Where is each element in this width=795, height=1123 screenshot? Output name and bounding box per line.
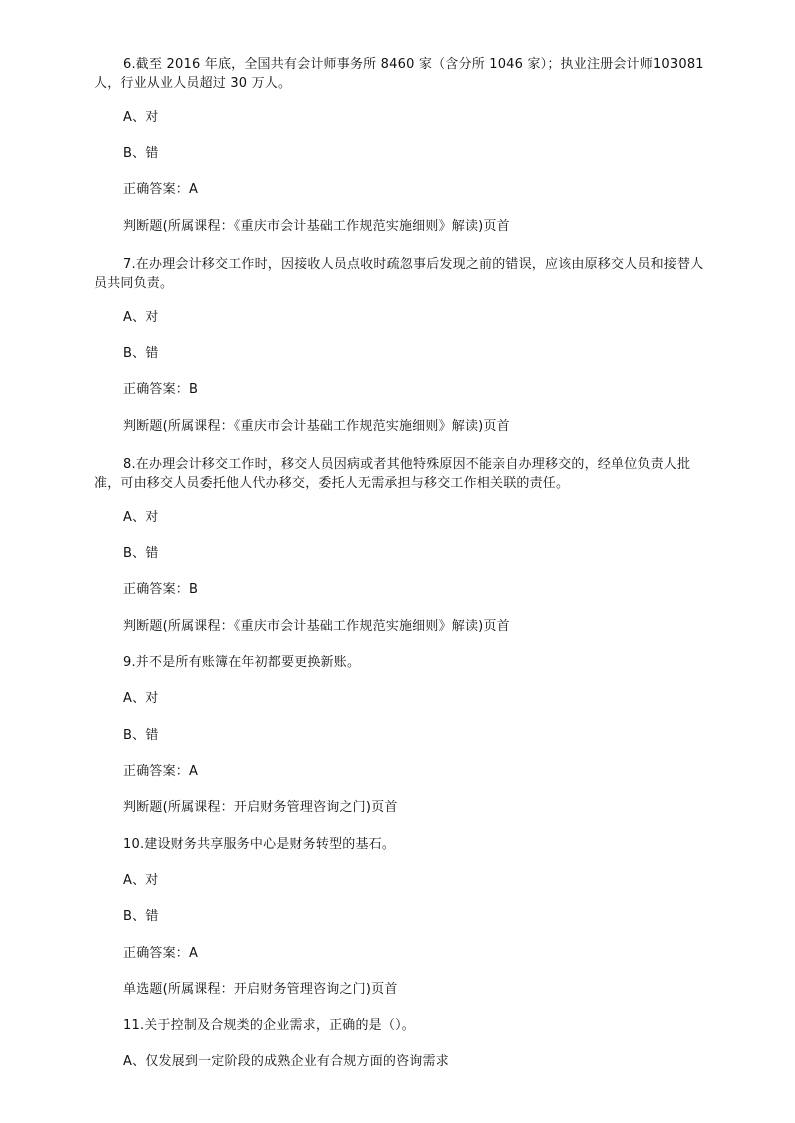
- question-stem: 11.关于控制及合规类的企业需求，正确的是（）。: [123, 1018, 415, 1033]
- question-stem: 10.建设财务共享服务中心是财务转型的基石。: [123, 837, 396, 852]
- option-b: B、错: [123, 909, 159, 924]
- option-a: A、对: [123, 510, 159, 525]
- question-meta: 判断题(所属课程：《重庆市会计基础工作规范实施细则》解读)页首: [123, 219, 510, 234]
- question-stem: 9.并不是所有账簿在年初都要更换新账。: [123, 655, 361, 670]
- option-b: B、错: [123, 546, 159, 561]
- question-stem: 7.在办理会计移交工作时，因接收人员点收时疏忽事后发现之前的错误，应该由原移交人员和接替人员共同负责。: [94, 257, 704, 291]
- correct-answer: 正确答案：A: [123, 182, 199, 197]
- correct-answer: 正确答案：B: [123, 382, 199, 397]
- question-meta: 判断题(所属课程：《重庆市会计基础工作规范实施细则》解读)页首: [123, 419, 510, 434]
- question-meta: 单选题(所属课程：开启财务管理咨询之门)页首: [123, 982, 398, 997]
- option-b: B、错: [123, 728, 159, 743]
- option-a: A、对: [123, 691, 159, 706]
- correct-answer: 正确答案：B: [123, 582, 199, 597]
- question-meta: 判断题(所属课程：开启财务管理咨询之门)页首: [123, 800, 398, 815]
- question-meta: 判断题(所属课程：《重庆市会计基础工作规范实施细则》解读)页首: [123, 619, 510, 634]
- option-a: A、对: [123, 110, 159, 125]
- question-stem: 8.在办理会计移交工作时，移交人员因病或者其他特殊原因不能亲自办理移交的，经单位负责人批准，可由移交人员委托他人代办移交，委托人无需承担与移交工作相关联的责任。: [94, 457, 691, 491]
- correct-answer: 正确答案：A: [123, 764, 199, 779]
- option-b: B、错: [123, 346, 159, 361]
- question-stem: 6.截至 2016 年底，全国共有会计师事务所 8460 家（含分所 1046 家）；执业注册会计师103081 人，行业从业人员超过 30 万人。: [94, 57, 704, 91]
- option-b: B、错: [123, 146, 159, 161]
- option-a: A、对: [123, 873, 159, 888]
- correct-answer: 正确答案：A: [123, 946, 199, 961]
- option-a: A、对: [123, 310, 159, 325]
- option-a: A、仅发展到一定阶段的成熟企业有合规方面的咨询需求: [123, 1054, 449, 1069]
